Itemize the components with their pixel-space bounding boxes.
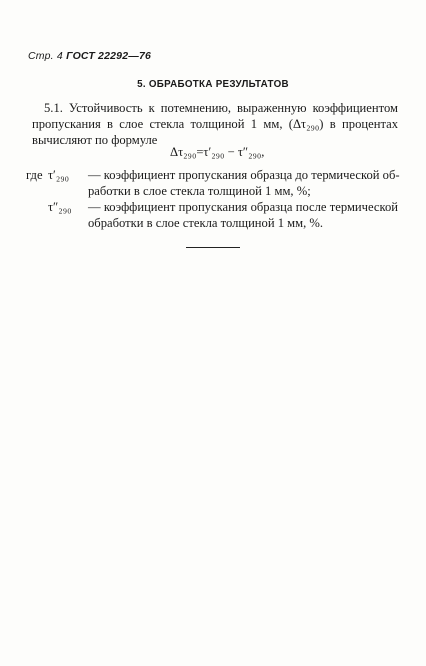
definition-term: τ′₂₉₀ [48,168,69,182]
definition-item [32,200,398,232]
definition-item [26,168,400,200]
definitions [26,168,400,232]
definition-line: — коэффициент пропускания образца до термической об- [88,168,400,182]
definition-line: работки в слое стекла толщиной 1 мм, %; [88,183,311,198]
definition-term: τ″₂₉₀ [48,200,72,214]
definition-line: — коэффициент пропускания образца после термической [88,200,398,214]
definition-text [88,168,398,199]
definition-text [88,200,398,231]
paragraph-line: вычисляют по формуле [32,133,158,147]
paragraph-line: 5.1. Устойчивость к потемнению, выраженную коэффициентом [44,101,398,115]
paragraph-line: пропускания в слое стекла толщиной 1 мм, (Δτ₂₉₀) в процентах [32,117,398,131]
page-header [28,50,151,62]
section-title: 5. ОБРАБОТКА РЕЗУЛЬТАТОВ [137,79,289,90]
definition-line: обработки в слое стекла толщиной 1 мм, %. [88,215,324,230]
end-rule [186,247,240,248]
page-number: Стр. 4 [28,50,63,62]
paragraph-5-1 [32,100,398,148]
formula: Δτ₂₉₀=τ′₂₉₀ − τ″₂₉₀, [170,145,265,159]
definition-prefix: где [26,168,43,182]
standard-code: ГОСТ 22292—76 [66,50,152,62]
